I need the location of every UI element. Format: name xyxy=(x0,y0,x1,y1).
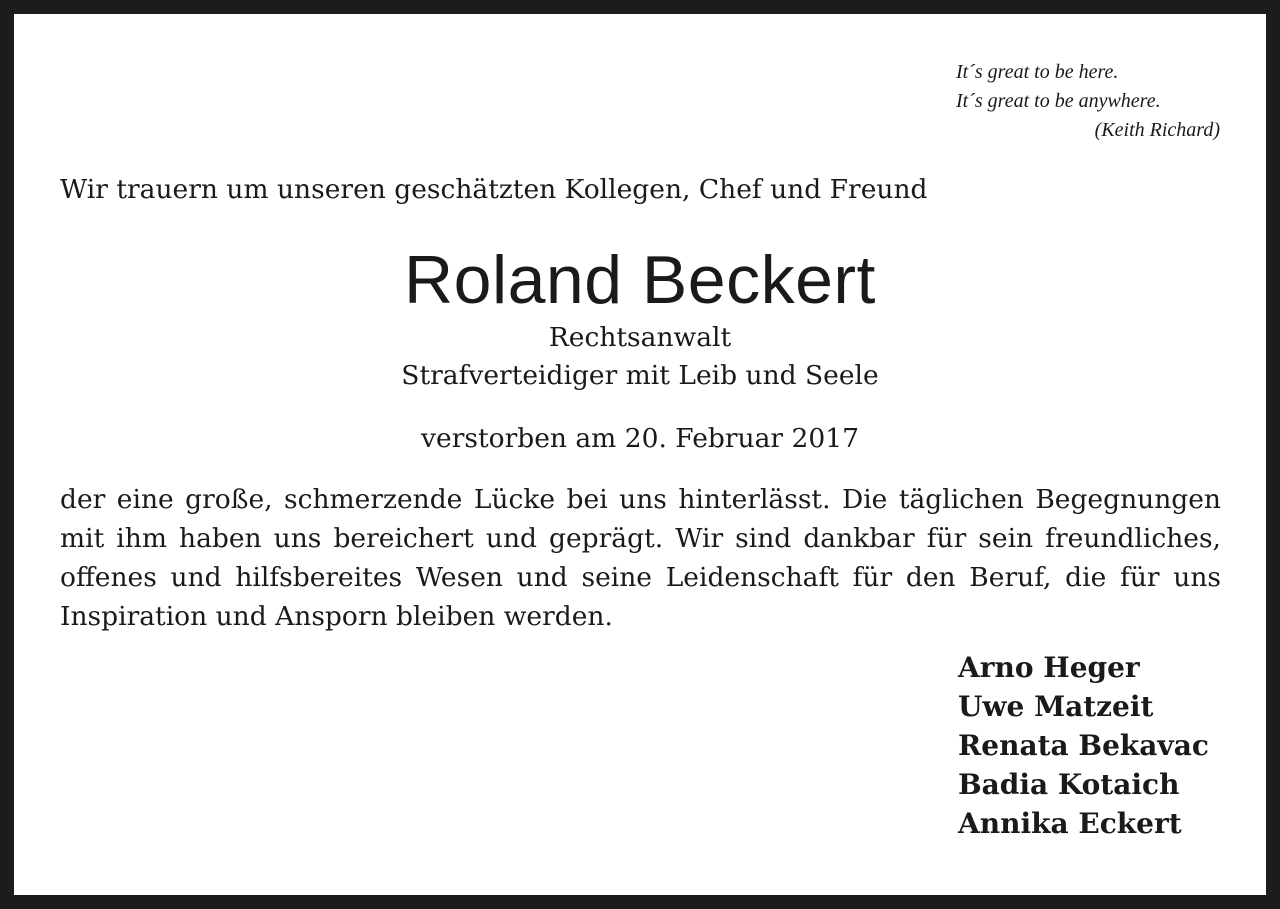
signatory-name: Annika Eckert xyxy=(958,807,1182,840)
body-paragraph: der eine große, schmerzende Lücke bei uns hinterlässt. Die täglichen Begegnungen mit ihm haben uns bereichert und geprägt. Wir sind dankbar für sein freundliches, offenes und hilfsbereites Wesen und seine Leidenschaft für den Beruf, die für uns Inspiration und Ansporn bleiben werden. xyxy=(60,484,1221,632)
obituary-notice xyxy=(14,14,1266,895)
quote-line: It´s great to be here. xyxy=(956,61,1119,83)
deceased-profession xyxy=(14,319,1266,395)
signatory-name: Uwe Matzeit xyxy=(958,690,1154,723)
signatory-list xyxy=(958,648,1209,843)
signatory-name: Arno Heger xyxy=(958,651,1140,684)
quote-author: (Keith Richard) xyxy=(1094,119,1220,141)
deceased-name: Roland Beckert xyxy=(404,242,876,318)
profession-title: Rechtsanwalt xyxy=(548,322,732,353)
epigraph-quote xyxy=(956,58,1220,145)
profession-subtitle: Strafverteidiger mit Leib und Seele xyxy=(401,360,879,391)
signatory-name: Renata Bekavac xyxy=(958,729,1209,762)
intro-text: Wir trauern um unseren geschätzten Kollegen, Chef und Freund xyxy=(60,174,928,205)
signatory-name: Badia Kotaich xyxy=(958,768,1180,801)
death-date: verstorben am 20. Februar 2017 xyxy=(421,423,859,454)
quote-line: It´s great to be anywhere. xyxy=(956,90,1161,112)
